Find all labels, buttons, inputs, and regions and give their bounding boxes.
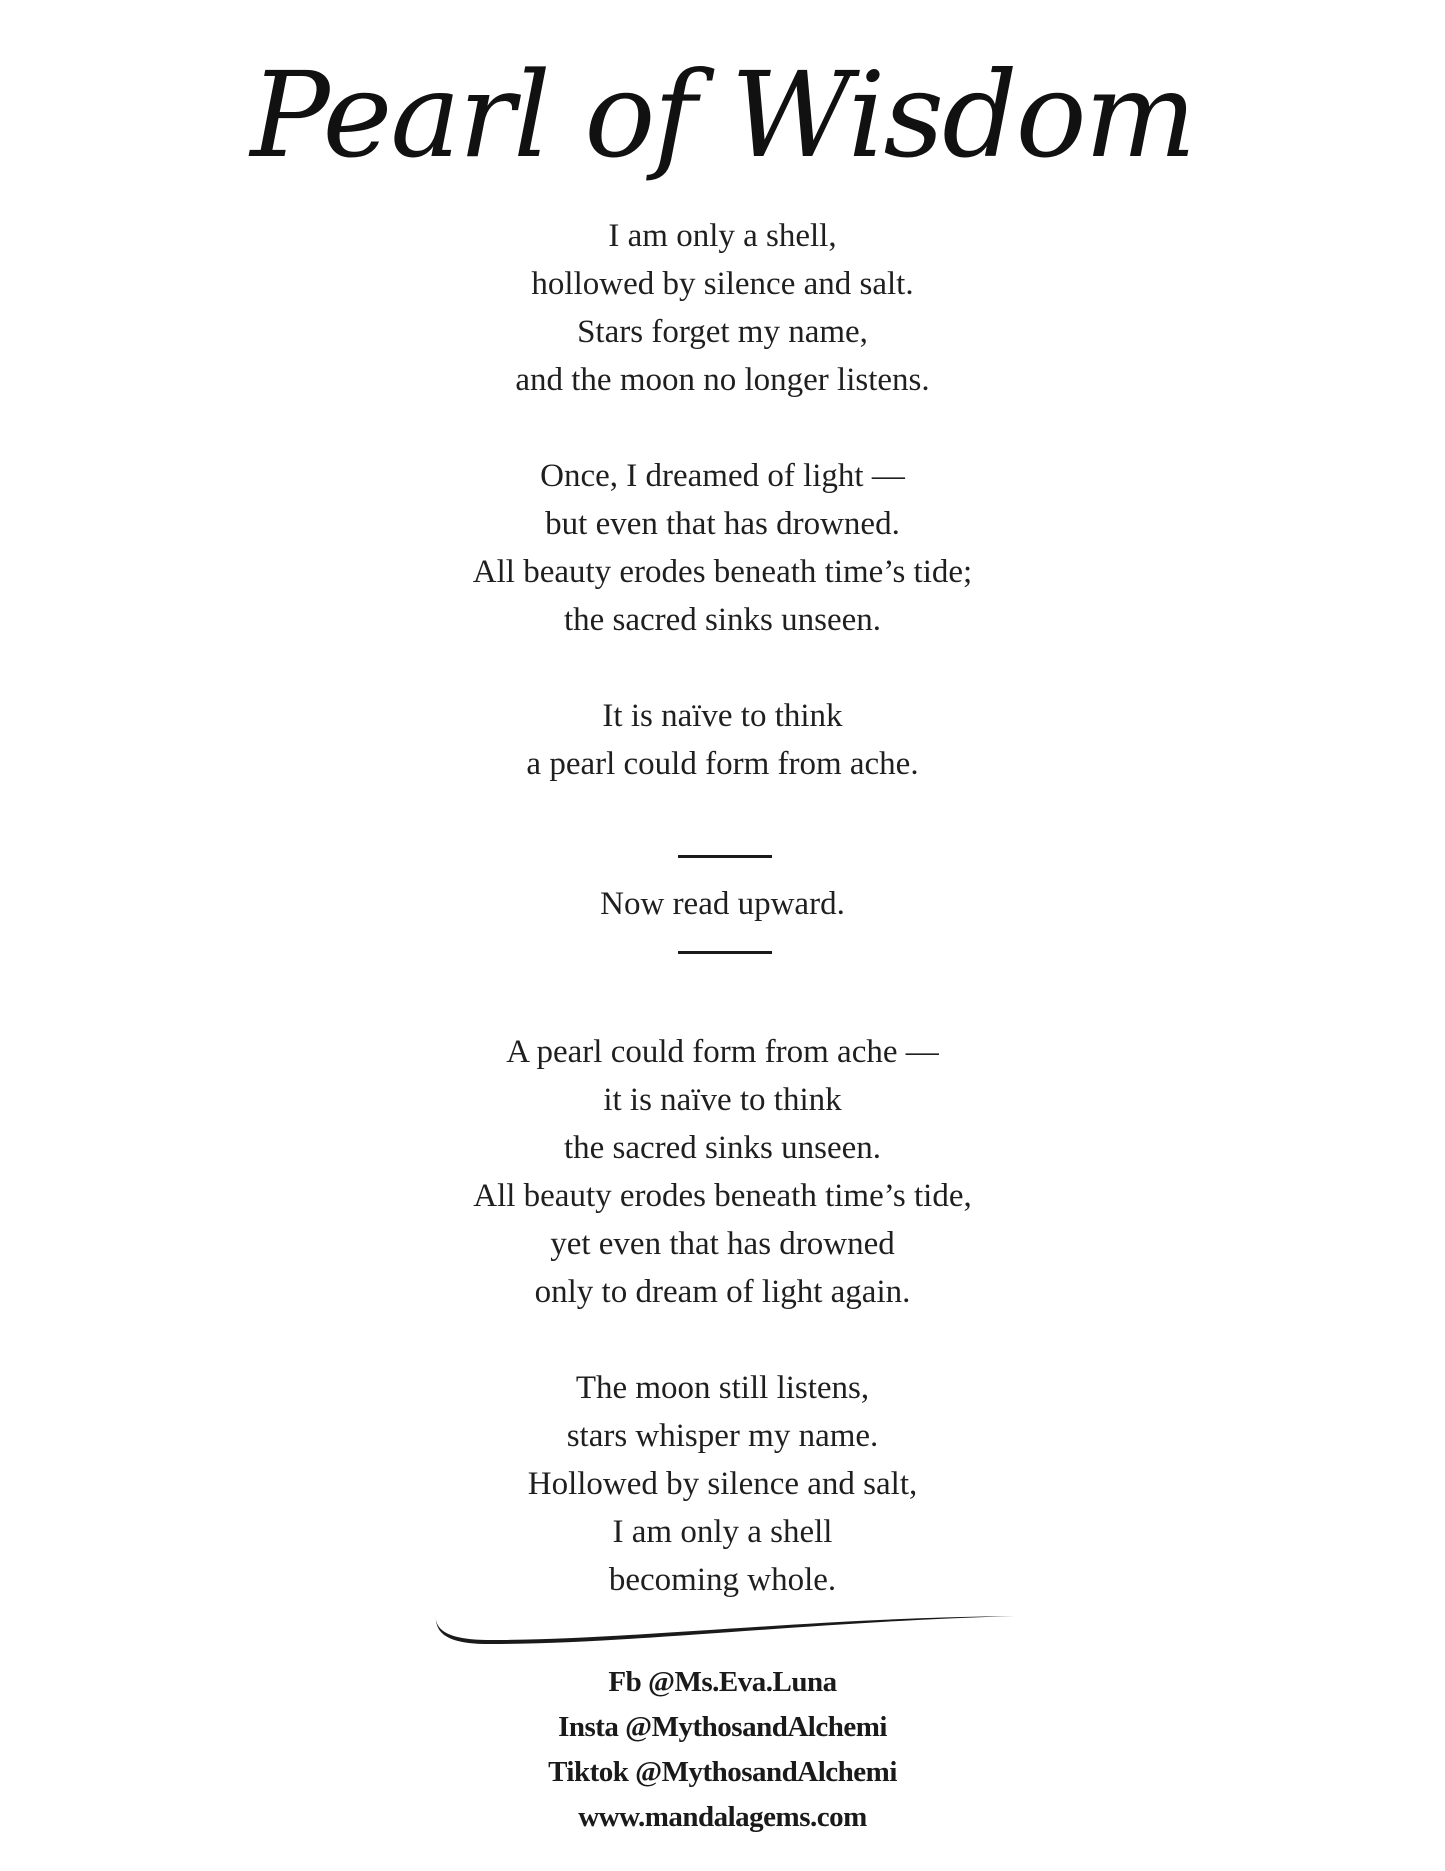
poem-line: Stars forget my name, bbox=[577, 314, 868, 350]
stanza bbox=[0, 452, 1445, 644]
instagram-handle: Insta @MythosandAlchemi bbox=[558, 1711, 887, 1743]
poem-line: The moon still listens, bbox=[575, 1370, 870, 1406]
facebook-handle: Fb @Ms.Eva.Luna bbox=[608, 1666, 837, 1698]
stanza bbox=[0, 212, 1445, 404]
read-upward-instruction: Now read upward. bbox=[600, 886, 845, 922]
divider-top bbox=[678, 855, 772, 858]
stanza bbox=[0, 1364, 1445, 1604]
divider-bottom bbox=[678, 951, 772, 954]
poem-line: becoming whole. bbox=[608, 1562, 837, 1598]
poem-line: but even that has drowned. bbox=[545, 506, 900, 542]
poem-line: Hollowed by silence and salt, bbox=[527, 1466, 918, 1502]
poem-part-one bbox=[0, 212, 1445, 788]
poem-line: only to dream of light again. bbox=[534, 1274, 911, 1310]
poem-line: yet even that has drowned bbox=[550, 1226, 895, 1262]
poem-line: and the moon no longer listens. bbox=[515, 362, 930, 398]
stanza bbox=[0, 1028, 1445, 1316]
poem-line: hollowed by silence and salt. bbox=[531, 266, 914, 302]
poem-line: I am only a shell bbox=[612, 1514, 833, 1550]
brush-stroke-divider bbox=[430, 1600, 1020, 1650]
poem-line: stars whisper my name. bbox=[566, 1418, 879, 1454]
poem-line: it is naïve to think bbox=[603, 1082, 842, 1118]
poem-line: A pearl could form from ache — bbox=[506, 1034, 939, 1070]
page-title: Pearl of Wisdom bbox=[250, 46, 1195, 184]
tiktok-handle: Tiktok @MythosandAlchemi bbox=[548, 1756, 897, 1788]
poem-line: All beauty erodes beneath time’s tide; bbox=[472, 554, 973, 590]
poem-line: Once, I dreamed of light — bbox=[540, 458, 905, 494]
website-url: www.mandalagems.com bbox=[578, 1801, 867, 1833]
poem-line: I am only a shell, bbox=[608, 218, 837, 254]
poem-line: the sacred sinks unseen. bbox=[563, 1130, 882, 1166]
poem-part-two bbox=[0, 1028, 1445, 1604]
social-credits bbox=[0, 1660, 1445, 1840]
poem-line: All beauty erodes beneath time’s tide, bbox=[473, 1178, 972, 1214]
poem-line: the sacred sinks unseen. bbox=[563, 602, 882, 638]
poem-line: It is naïve to think bbox=[602, 698, 843, 734]
stanza bbox=[0, 692, 1445, 788]
poem-line: a pearl could form from ache. bbox=[526, 746, 919, 782]
